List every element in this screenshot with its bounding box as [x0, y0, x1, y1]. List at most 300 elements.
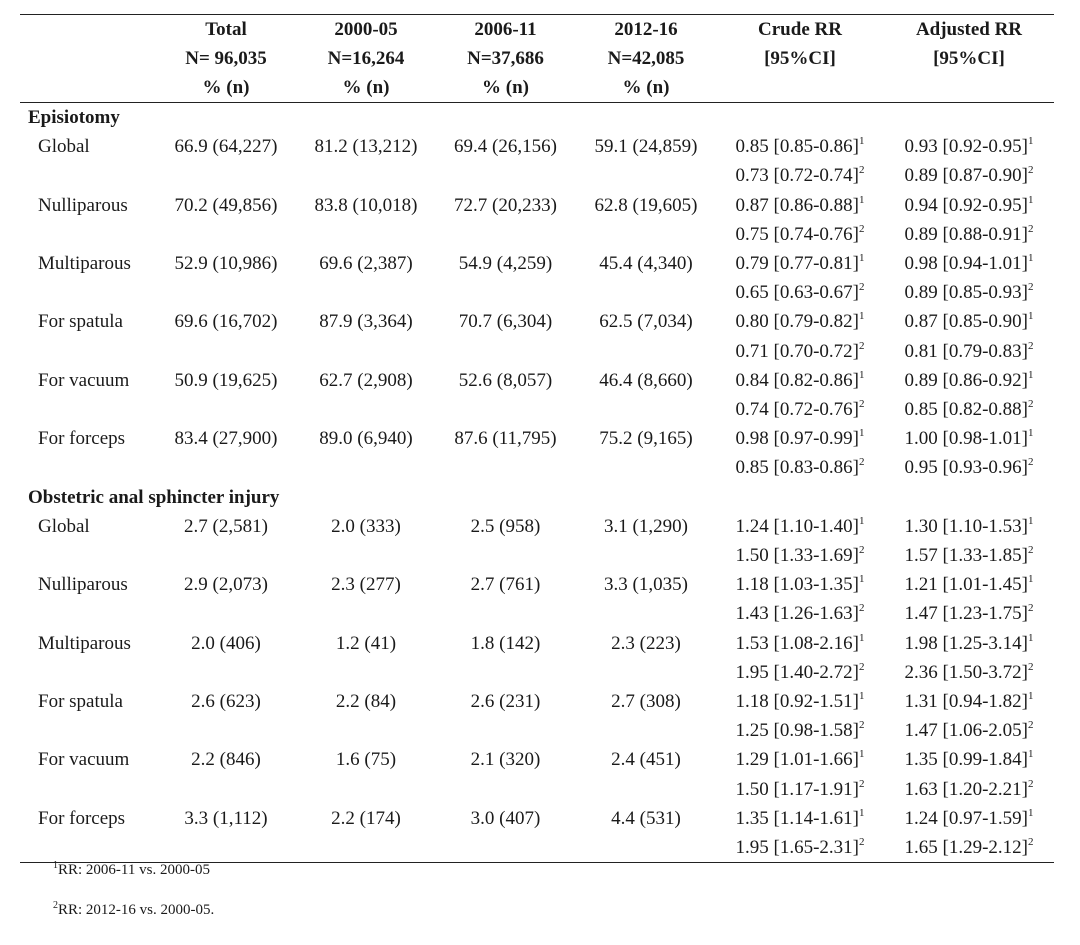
empty-cell: [576, 453, 716, 482]
crude-rr-cell: [716, 804, 884, 833]
table-row: [20, 132, 1054, 161]
total-cell: 66.9 (64,227): [174, 136, 278, 158]
footnote-mark: 1: [1027, 514, 1034, 527]
total-cell: 2.7 (2,581): [184, 515, 268, 537]
adjusted-rr-cell: [884, 395, 1054, 424]
rr-value: 1.98 [1.25-3.14]: [904, 632, 1028, 654]
crude-rr-cell: [716, 599, 884, 628]
footnote-mark: 2: [1027, 836, 1034, 849]
period-2006-11-cell: 3.0 (407): [470, 807, 541, 829]
rr-value: 1.31 [0.94-1.82]: [904, 691, 1028, 713]
crude-rr-cell: [716, 775, 884, 804]
table-row: [20, 658, 1054, 687]
footnote-mark: 2: [858, 164, 865, 177]
empty-cell: [576, 599, 716, 628]
footnote-mark: 2: [858, 777, 865, 790]
column-header: % (n): [576, 73, 716, 103]
crude-rr-cell: [716, 395, 884, 424]
empty-cell: [576, 220, 716, 249]
rr-value: 1.63 [1.20-2.21]: [904, 778, 1028, 800]
table-row: [20, 541, 1054, 570]
row-label: Global: [38, 136, 90, 158]
total-cell: 52.9 (10,986): [174, 253, 278, 275]
period-2000-05-cell: 2.0 (333): [331, 515, 401, 537]
adjusted-rr-cell: [884, 337, 1054, 366]
period-2006-11-cell: 54.9 (4,259): [458, 253, 553, 275]
footnote-mark: 1: [1027, 573, 1034, 586]
period-2000-05-cell: 2.3 (277): [331, 574, 401, 596]
empty-cell: [20, 337, 155, 366]
table-row: [20, 775, 1054, 804]
footnote-mark: 2: [1027, 456, 1034, 469]
footnote-mark: 2: [858, 339, 865, 352]
table-row: [20, 395, 1054, 424]
empty-cell: [297, 658, 435, 687]
rr-value: 1.24 [1.10-1.40]: [735, 515, 859, 537]
footnote-mark: 2: [858, 398, 865, 411]
table-row: [20, 453, 1054, 482]
column-header: Adjusted RR: [884, 15, 1054, 45]
empty-cell: [155, 541, 297, 570]
rr-value: 0.84 [0.82-0.86]: [735, 369, 859, 391]
rr-value: 0.93 [0.92-0.95]: [904, 136, 1028, 158]
rr-value: 1.57 [1.33-1.85]: [904, 545, 1028, 567]
empty-cell: [576, 833, 716, 863]
crude-rr-cell: [716, 453, 884, 482]
footnote-mark: 1: [53, 860, 58, 871]
crude-rr-cell: [716, 541, 884, 570]
crude-rr-cell: [716, 366, 884, 395]
rr-value: 1.18 [1.03-1.35]: [735, 574, 859, 596]
empty-cell: [155, 716, 297, 745]
header-row: [20, 44, 1054, 73]
footnote-mark: 2: [1027, 544, 1034, 557]
column-header: [884, 73, 1054, 103]
period-2000-05-cell: 83.8 (10,018): [314, 194, 418, 216]
period-2012-16-cell: 62.5 (7,034): [599, 311, 693, 333]
empty-cell: [576, 658, 716, 687]
rr-value: 1.18 [0.92-1.51]: [735, 691, 859, 713]
crude-rr-cell: [716, 220, 884, 249]
adjusted-rr-cell: [884, 629, 1054, 658]
period-2006-11-cell: 52.6 (8,057): [458, 369, 553, 391]
crude-rr-cell: [716, 161, 884, 190]
empty-cell: [20, 599, 155, 628]
rr-value: 0.75 [0.74-0.76]: [735, 223, 859, 245]
adjusted-rr-cell: [884, 541, 1054, 570]
empty-cell: [435, 220, 576, 249]
section-row: [20, 103, 1054, 133]
footnote-mark: 1: [1027, 427, 1034, 440]
footnote-mark: 2: [858, 719, 865, 732]
crude-rr-cell: [716, 687, 884, 716]
period-2000-05-cell: 1.2 (41): [335, 632, 397, 654]
rr-value: 0.74 [0.72-0.76]: [735, 399, 859, 421]
period-2006-11-cell: 87.6 (11,795): [454, 428, 557, 450]
period-2012-16-cell: 2.7 (308): [611, 691, 681, 713]
footnote-mark: 1: [858, 368, 865, 381]
period-2012-16-cell: 4.4 (531): [611, 807, 681, 829]
empty-cell: [20, 775, 155, 804]
footnote-mark: 1: [1027, 252, 1034, 265]
crude-rr-cell: [716, 191, 884, 220]
empty-cell: [20, 541, 155, 570]
footnote-1: [53, 862, 210, 879]
table-row: [20, 512, 1054, 541]
section-title: Episiotomy: [28, 107, 120, 128]
adjusted-rr-cell: [884, 745, 1054, 774]
empty-cell: [155, 278, 297, 307]
footnote-mark: 2: [1027, 602, 1034, 615]
column-header: [95%CI]: [933, 48, 1005, 69]
table-row: [20, 716, 1054, 745]
rr-value: 0.94 [0.92-0.95]: [904, 194, 1028, 216]
row-label: Multiparous: [38, 253, 131, 275]
rr-value: 1.53 [1.08-2.16]: [735, 632, 859, 654]
rr-value: 1.25 [0.98-1.58]: [735, 720, 859, 742]
period-2012-16-cell: 2.4 (451): [611, 749, 681, 771]
results-table: [20, 14, 1054, 863]
column-header: % (n): [297, 73, 435, 103]
adjusted-rr-cell: [884, 658, 1054, 687]
section-title: Obstetric anal sphincter injury: [28, 486, 280, 508]
rr-value: 1.00 [0.98-1.01]: [904, 428, 1028, 450]
total-cell: 70.2 (49,856): [174, 194, 278, 216]
adjusted-rr-cell: [884, 191, 1054, 220]
empty-cell: [155, 337, 297, 366]
period-2006-11-cell: 72.7 (20,233): [454, 194, 557, 216]
column-header: [20, 73, 155, 103]
adjusted-rr-cell: [884, 424, 1054, 453]
adjusted-rr-cell: [884, 132, 1054, 161]
footnote-mark: 2: [1027, 281, 1034, 294]
crude-rr-cell: [716, 658, 884, 687]
empty-cell: [297, 833, 435, 863]
period-2000-05-cell: 1.6 (75): [335, 749, 397, 771]
column-header: N=42,085: [607, 48, 685, 69]
empty-cell: [297, 337, 435, 366]
adjusted-rr-cell: [884, 687, 1054, 716]
crude-rr-cell: [716, 337, 884, 366]
column-header: [716, 73, 884, 103]
empty-cell: [20, 833, 155, 863]
total-cell: 2.2 (846): [191, 749, 261, 771]
table-row: [20, 249, 1054, 278]
empty-cell: [576, 278, 716, 307]
rr-value: 0.85 [0.82-0.88]: [904, 399, 1028, 421]
footnote-mark: 1: [858, 690, 865, 703]
adjusted-rr-cell: [884, 570, 1054, 599]
empty-cell: [576, 541, 716, 570]
total-cell: 69.6 (16,702): [174, 311, 278, 333]
rr-value: 1.35 [0.99-1.84]: [904, 749, 1028, 771]
table-row: [20, 278, 1054, 307]
total-cell: 2.0 (406): [191, 632, 261, 654]
period-2006-11-cell: 2.5 (958): [470, 515, 541, 537]
rr-value: 1.65 [1.29-2.12]: [904, 837, 1028, 859]
column-header: 2012-16: [576, 15, 716, 45]
adjusted-rr-cell: [884, 804, 1054, 833]
column-header: [20, 44, 155, 73]
period-2006-11-cell: 1.8 (142): [470, 632, 541, 654]
adjusted-rr-cell: [884, 512, 1054, 541]
rr-value: 0.98 [0.94-1.01]: [904, 253, 1028, 275]
footnote-mark: 2: [1027, 719, 1034, 732]
footnote-mark: 1: [1027, 631, 1034, 644]
adjusted-rr-cell: [884, 249, 1054, 278]
empty-cell: [155, 599, 297, 628]
footnote-mark: 1: [1027, 748, 1034, 761]
empty-cell: [435, 453, 576, 482]
empty-cell: [435, 775, 576, 804]
column-header: % (n): [435, 73, 576, 103]
adjusted-rr-cell: [884, 366, 1054, 395]
rr-value: 2.36 [1.50-3.72]: [904, 661, 1028, 683]
section-row: [20, 483, 1054, 512]
empty-cell: [435, 716, 576, 745]
empty-cell: [20, 658, 155, 687]
rr-value: 1.50 [1.17-1.91]: [735, 778, 859, 800]
footnote-mark: 1: [858, 193, 865, 206]
crude-rr-cell: [716, 629, 884, 658]
crude-rr-cell: [716, 570, 884, 599]
footnote-mark: 1: [858, 748, 865, 761]
table-row: [20, 570, 1054, 599]
footnote-mark: 2: [1027, 398, 1034, 411]
footnote-text: RR: 2012-16 vs. 2000-05.: [58, 902, 215, 918]
table-row: [20, 629, 1054, 658]
footnote-mark: 1: [858, 573, 865, 586]
empty-cell: [435, 658, 576, 687]
table-body: [20, 103, 1054, 863]
row-label: Nulliparous: [38, 574, 128, 596]
rr-value: 0.81 [0.79-0.83]: [904, 340, 1028, 362]
adjusted-rr-cell: [884, 453, 1054, 482]
row-label: For vacuum: [38, 749, 130, 771]
total-cell: 50.9 (19,625): [174, 369, 278, 391]
empty-cell: [297, 716, 435, 745]
empty-cell: [20, 716, 155, 745]
period-2000-05-cell: 2.2 (84): [335, 691, 397, 713]
adjusted-rr-cell: [884, 278, 1054, 307]
crude-rr-cell: [716, 307, 884, 336]
total-cell: 83.4 (27,900): [174, 428, 278, 450]
rr-value: 0.85 [0.83-0.86]: [735, 457, 859, 479]
rr-value: 1.47 [1.23-1.75]: [904, 603, 1028, 625]
empty-cell: [435, 337, 576, 366]
empty-cell: [155, 453, 297, 482]
row-label: For forceps: [38, 807, 126, 829]
footnote-mark: 1: [858, 631, 865, 644]
empty-cell: [20, 453, 155, 482]
rr-value: 1.43 [1.26-1.63]: [735, 603, 859, 625]
adjusted-rr-cell: [884, 716, 1054, 745]
rr-value: 0.80 [0.79-0.82]: [735, 311, 859, 333]
period-2000-05-cell: 81.2 (13,212): [314, 136, 418, 158]
period-2000-05-cell: 87.9 (3,364): [319, 311, 413, 333]
rr-value: 1.50 [1.33-1.69]: [735, 545, 859, 567]
table-row: [20, 337, 1054, 366]
empty-cell: [297, 278, 435, 307]
empty-cell: [155, 395, 297, 424]
empty-cell: [435, 278, 576, 307]
rr-value: 0.73 [0.72-0.74]: [735, 165, 859, 187]
footnote-mark: 1: [1027, 135, 1034, 148]
footnote-mark: 1: [858, 310, 865, 323]
rr-value: 0.85 [0.85-0.86]: [735, 136, 859, 158]
footnote-mark: 2: [858, 544, 865, 557]
empty-cell: [155, 658, 297, 687]
footnote-mark: 2: [858, 660, 865, 673]
empty-cell: [297, 599, 435, 628]
total-cell: 2.6 (623): [191, 691, 261, 713]
header-row: [20, 73, 1054, 103]
adjusted-rr-cell: [884, 599, 1054, 628]
total-cell: 2.9 (2,073): [184, 574, 268, 596]
rr-value: 1.29 [1.01-1.66]: [735, 749, 859, 771]
period-2000-05-cell: 62.7 (2,908): [319, 369, 413, 391]
empty-cell: [155, 220, 297, 249]
empty-cell: [155, 161, 297, 190]
period-2012-16-cell: 2.3 (223): [611, 632, 681, 654]
period-2006-11-cell: 2.1 (320): [470, 749, 541, 771]
rr-value: 0.89 [0.86-0.92]: [904, 369, 1028, 391]
crude-rr-cell: [716, 132, 884, 161]
period-2012-16-cell: 46.4 (8,660): [599, 369, 693, 391]
table-row: [20, 804, 1054, 833]
row-label: Multiparous: [38, 632, 131, 654]
footnote-text: RR: 2006-11 vs. 2000-05: [58, 862, 210, 878]
rr-value: 0.71 [0.70-0.72]: [735, 340, 859, 362]
table-row: [20, 366, 1054, 395]
column-header: % (n): [155, 73, 297, 103]
adjusted-rr-cell: [884, 307, 1054, 336]
empty-cell: [435, 833, 576, 863]
adjusted-rr-cell: [884, 220, 1054, 249]
footnote-mark: 2: [858, 836, 865, 849]
period-2006-11-cell: 2.7 (761): [470, 574, 541, 596]
crude-rr-cell: [716, 745, 884, 774]
rr-value: 0.87 [0.86-0.88]: [735, 194, 859, 216]
empty-cell: [576, 395, 716, 424]
adjusted-rr-cell: [884, 775, 1054, 804]
empty-cell: [576, 161, 716, 190]
column-header: 2000-05: [297, 15, 435, 45]
footnote-mark: 1: [1027, 193, 1034, 206]
rr-value: 0.89 [0.88-0.91]: [904, 223, 1028, 245]
empty-cell: [576, 337, 716, 366]
period-2000-05-cell: 69.6 (2,387): [319, 253, 413, 275]
empty-cell: [155, 775, 297, 804]
footnote-mark: 2: [858, 222, 865, 235]
adjusted-rr-cell: [884, 161, 1054, 190]
footnote-mark: 1: [1027, 310, 1034, 323]
column-header: [20, 15, 155, 45]
footnote-mark: 1: [1027, 806, 1034, 819]
empty-cell: [576, 775, 716, 804]
footnote-mark: 2: [1027, 164, 1034, 177]
column-header: [95%CI]: [764, 48, 836, 69]
footnote-mark: 2: [858, 602, 865, 615]
table-row: [20, 220, 1054, 249]
row-label: For spatula: [38, 311, 123, 333]
empty-cell: [20, 395, 155, 424]
crude-rr-cell: [716, 249, 884, 278]
period-2012-16-cell: 75.2 (9,165): [599, 428, 693, 450]
rr-value: 0.98 [0.97-0.99]: [735, 428, 859, 450]
empty-cell: [297, 220, 435, 249]
footnote-mark: 2: [858, 456, 865, 469]
empty-cell: [155, 833, 297, 863]
rr-value: 0.87 [0.85-0.90]: [904, 311, 1028, 333]
footnote-mark: 2: [1027, 660, 1034, 673]
table-row: [20, 161, 1054, 190]
empty-cell: [297, 395, 435, 424]
empty-cell: [435, 541, 576, 570]
rr-value: 1.21 [1.01-1.45]: [904, 574, 1028, 596]
footnote-mark: 2: [1027, 777, 1034, 790]
rr-value: 0.89 [0.85-0.93]: [904, 282, 1028, 304]
period-2012-16-cell: 59.1 (24,859): [594, 136, 698, 158]
footnote-mark: 1: [858, 427, 865, 440]
footnote-mark: 1: [858, 514, 865, 527]
footnote-mark: 2: [858, 281, 865, 294]
empty-cell: [20, 278, 155, 307]
column-header: Crude RR: [716, 15, 884, 45]
empty-cell: [297, 161, 435, 190]
table-row: [20, 599, 1054, 628]
period-2012-16-cell: 3.1 (1,290): [604, 515, 688, 537]
table-row: [20, 833, 1054, 863]
row-label: For forceps: [38, 428, 126, 450]
table-header: [20, 15, 1054, 103]
period-2006-11-cell: 69.4 (26,156): [454, 136, 557, 158]
column-header: N= 96,035: [185, 48, 267, 69]
crude-rr-cell: [716, 424, 884, 453]
column-header: N=16,264: [327, 48, 405, 69]
footnote-mark: 2: [53, 900, 58, 911]
footnote-mark: 1: [858, 135, 865, 148]
empty-cell: [435, 161, 576, 190]
table-row: [20, 424, 1054, 453]
empty-cell: [297, 775, 435, 804]
rr-value: 1.47 [1.06-2.05]: [904, 720, 1028, 742]
rr-value: 0.89 [0.87-0.90]: [904, 165, 1028, 187]
crude-rr-cell: [716, 278, 884, 307]
rr-value: 0.95 [0.93-0.96]: [904, 457, 1028, 479]
footnote-mark: 1: [1027, 690, 1034, 703]
rr-value: 1.35 [1.14-1.61]: [735, 807, 859, 829]
period-2000-05-cell: 89.0 (6,940): [319, 428, 413, 450]
footnote-mark: 2: [1027, 339, 1034, 352]
empty-cell: [20, 220, 155, 249]
crude-rr-cell: [716, 833, 884, 863]
footnote-2: [53, 902, 214, 919]
row-label: Nulliparous: [38, 194, 128, 216]
period-2012-16-cell: 45.4 (4,340): [599, 253, 693, 275]
row-label: Global: [38, 515, 90, 537]
empty-cell: [435, 395, 576, 424]
rr-value: 1.95 [1.65-2.31]: [735, 837, 859, 859]
row-label: For vacuum: [38, 369, 130, 391]
row-label: For spatula: [38, 691, 123, 713]
rr-value: 1.30 [1.10-1.53]: [904, 515, 1028, 537]
rr-value: 0.65 [0.63-0.67]: [735, 282, 859, 304]
rr-value: 1.24 [0.97-1.59]: [904, 807, 1028, 829]
table-row: [20, 191, 1054, 220]
column-header: N=37,686: [467, 48, 544, 69]
rr-value: 0.79 [0.77-0.81]: [735, 253, 859, 275]
